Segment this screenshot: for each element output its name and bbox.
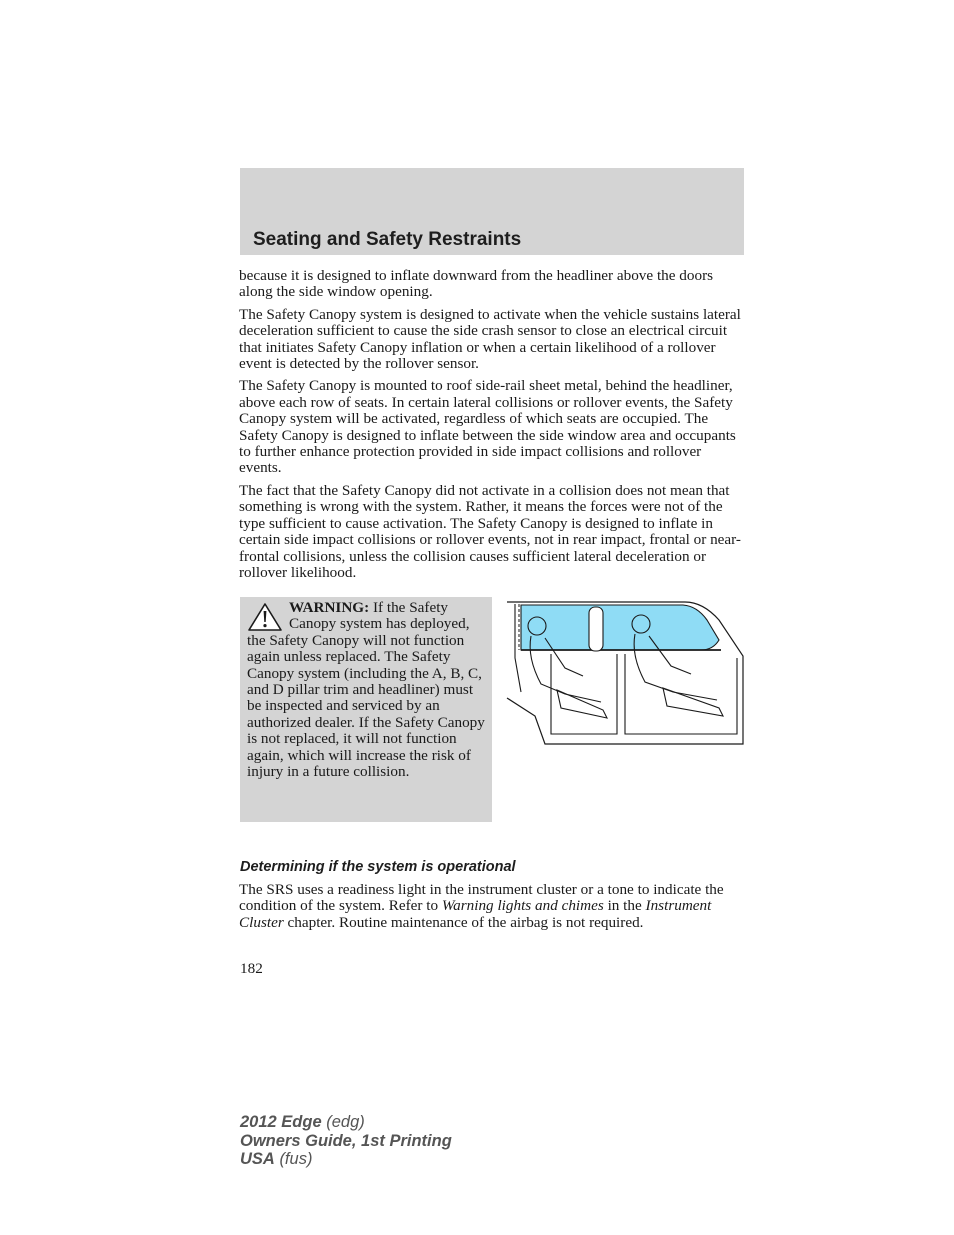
chapter-header-band <box>240 168 744 255</box>
paragraph: The fact that the Safety Canopy did not activate in a collision does not mean that something is wrong with the system. Rather, it means the forces were not of the type sufficient to cause activation. The Safety Canopy is designed to inflate in certain side impact collisions or rollover events, not in rear impact, frontal or near-frontal collisions, unless the collision causes sufficient lateral deceleration or rollover likelihood. <box>239 481 741 581</box>
warning-box <box>240 597 492 822</box>
cross-reference: Instrument Cluster <box>239 897 712 931</box>
paragraph: The Safety Canopy system is designed to activate when the vehicle sustains lateral deceleration sufficient to cause the side crash sensor to close an electrical circuit that initiates Safety Canopy inflation or when a certain likelihood of a rollover event is detected by the rollover sensor. <box>239 305 741 373</box>
section-heading: Determining if the system is operational <box>240 859 516 875</box>
cross-reference: Warning lights and chimes <box>441 897 604 915</box>
paragraph: because it is designed to inflate downward from the headliner above the doors along the side window opening. <box>239 267 714 301</box>
footer-line <box>240 1113 452 1132</box>
chapter-title: Seating and Safety Restraints <box>253 229 522 250</box>
section-text: The SRS uses a readiness light in the instrument cluster or a tone to indicate the condition of the system. Refer to <box>239 881 724 915</box>
footer-market: USA <box>240 1150 275 1168</box>
document-footer <box>240 1113 452 1169</box>
warning-text: If the Safety Canopy system has deployed, the Safety Canopy will not function again unless replaced. The Safety Canopy system (including the A, B, C, and D pillar trim and headliner) must be inspected and serviced by an authorized dealer. If the Safety Canopy is not replaced, it will not function again, which will increase the risk of injury in a future collision. <box>247 599 485 781</box>
page-number: 182 <box>240 960 263 977</box>
safety-canopy-illustration <box>505 598 745 746</box>
footer-model-code: (edg) <box>326 1113 365 1131</box>
paragraph: The Safety Canopy is mounted to roof side-rail sheet metal, behind the headliner, above each row of seats. In certain lateral collisions or rollover events, the Safety Canopy system will be activated, regardless of which seats are occupied. The Safety Canopy is designed to inflate between the side window area and occupants to further enhance protection provided in side impact collisions and rollover events. <box>239 377 736 477</box>
section-text: in the <box>603 897 646 915</box>
footer-model: 2012 Edge <box>240 1113 322 1131</box>
body-text <box>239 268 745 587</box>
section-paragraph <box>239 882 745 931</box>
footer-market-code: (fus) <box>279 1150 313 1168</box>
footer-line <box>240 1150 452 1169</box>
warning-triangle-icon <box>247 602 283 632</box>
footer-line <box>240 1132 452 1151</box>
footer-guide: Owners Guide, 1st Printing <box>240 1131 452 1150</box>
section-text: chapter. Routine maintenance of the airbag is not required. <box>283 913 644 931</box>
warning-label: WARNING: <box>289 599 370 616</box>
